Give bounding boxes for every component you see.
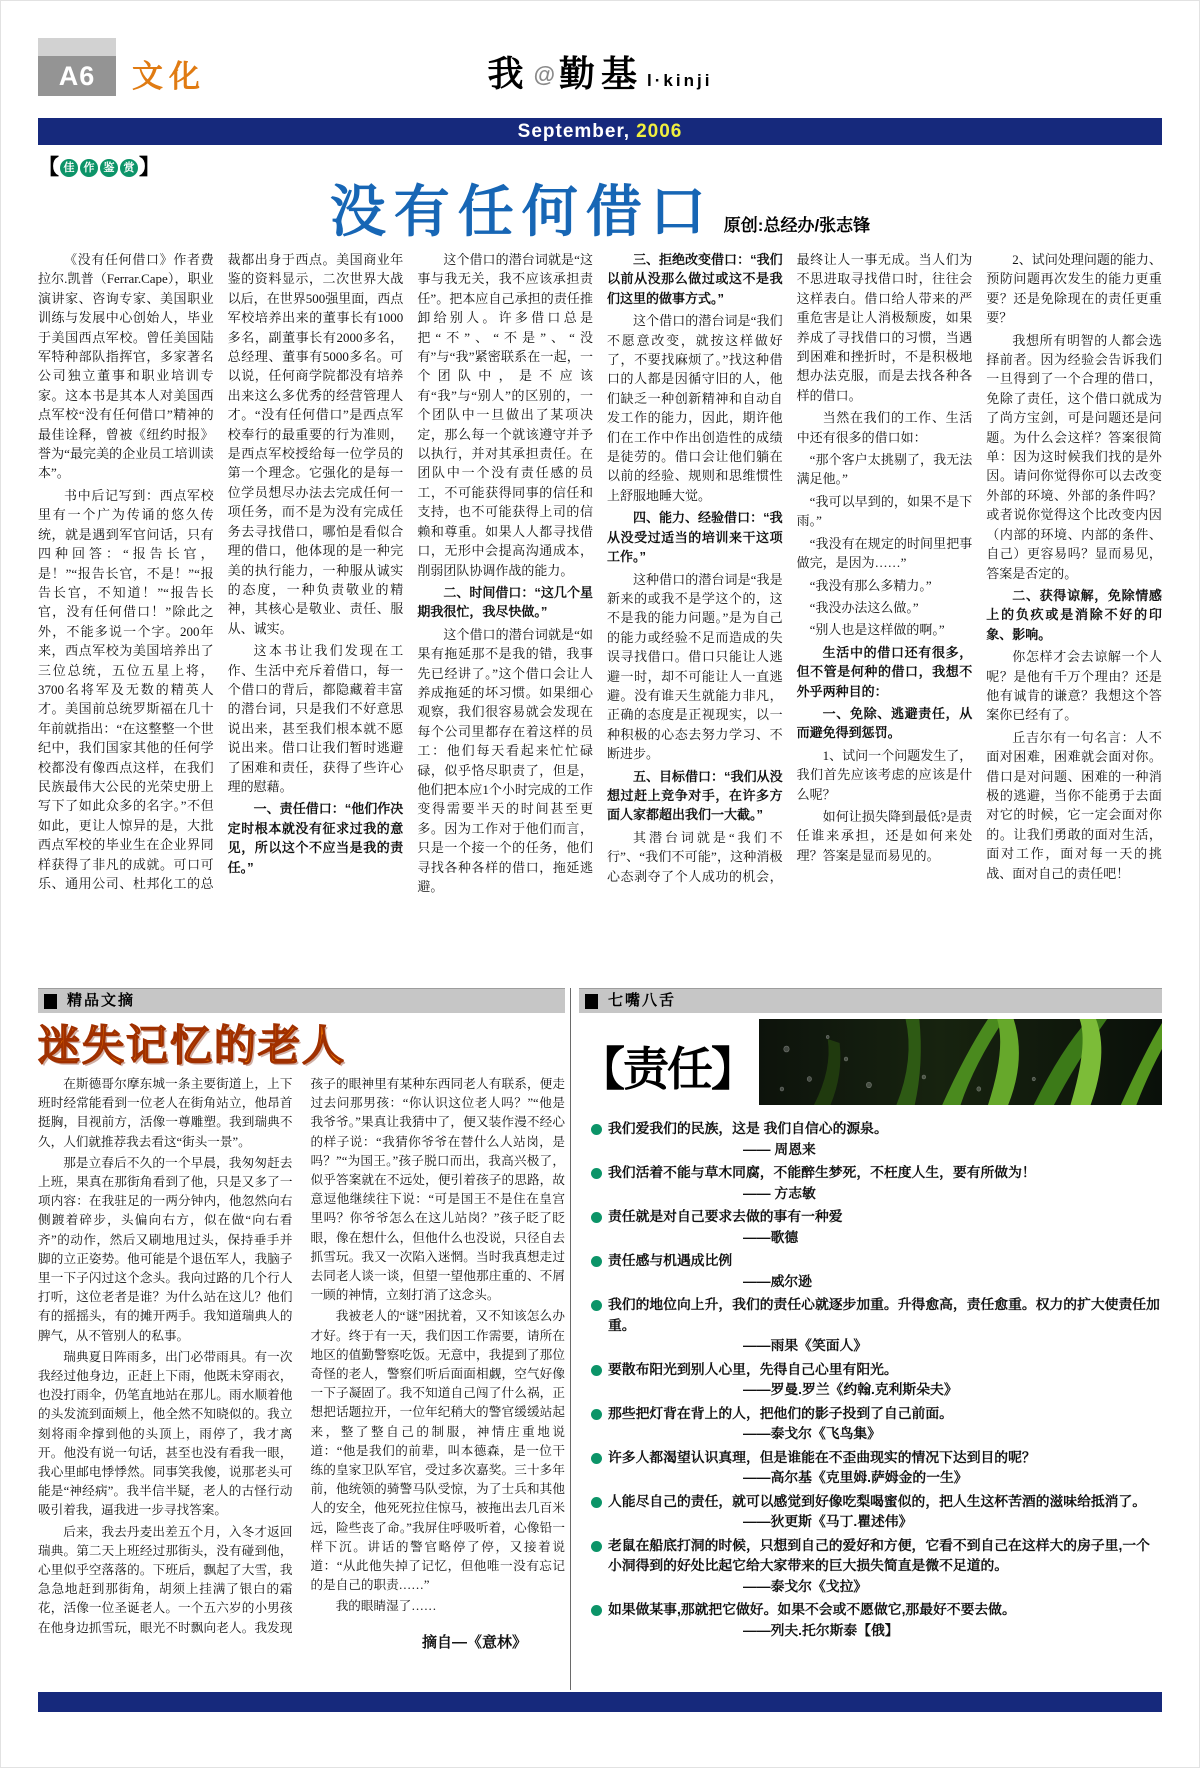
digest-section (38, 988, 565, 1690)
column-tag (38, 156, 1162, 180)
quote-line (591, 1600, 1162, 1621)
article-paragraph: 一、责任借口：“他们作决定时根本就没有征求过我的意见，所以这个不应当是我的责任。” (227, 801, 404, 875)
quote-item (591, 1404, 1162, 1445)
article-title: 没有任何借口 (329, 180, 714, 243)
tag-char: 佳 (60, 159, 78, 177)
date-year: 2006 (636, 121, 683, 142)
bullet-icon (591, 1409, 602, 1420)
quote-line (591, 1404, 1162, 1425)
masthead-cn-right: 勤基 (559, 53, 644, 94)
quote-text: 那些把灯背在背上的人，把他们的影子投到了自己前面。 (608, 1405, 953, 1421)
article-body (38, 250, 1162, 982)
quote-line (591, 1251, 1162, 1272)
quote-author: ——歌德 (743, 1229, 799, 1245)
digest-paragraph: 那是立春后不久的一个早晨，我匆匆赶去上班，果真在那街角看到了他，只是又多了一项内容：在我驻足的一两分钟内，他忽然向右侧踱着碎步，头偏向右方，似在做“向右看齐”的动作，然后又刷地甩过头，保持垂手并脚的立正姿势。他可能是个退伍军人，我脑子里一下子闪过这个念头。我向过路的几个行人打听，这位老者是谁？为什么站在这儿？他们有的摇摇头，有的摊开两手。我知道瑞典人的脾气，从不管别人的私事。 (38, 1155, 293, 1343)
article-paragraph: “我没有那么多精力。” (809, 577, 932, 593)
footer-bar (38, 1692, 1162, 1712)
masthead-cn-left: 我 (487, 53, 530, 94)
page-header (38, 54, 1162, 146)
quote-author: ——雨果《笑面人》 (743, 1338, 868, 1353)
quote-line (591, 1119, 1162, 1140)
quote-text: 我们活着不能与草木同腐，不能醉生梦死，不枉度人生，要有所做为！ (608, 1165, 1036, 1180)
at-symbol: @ (533, 62, 556, 87)
quote-author: ——泰戈尔《戈拉》 (743, 1578, 868, 1594)
article-paragraph: 二、时间借口：“这几个星期我很忙，我尽快做。” (417, 584, 593, 620)
article-paragraph: “别人也是这样做的啊。” (809, 622, 945, 638)
article-paragraph: 一、免除、逃避责任，从而避免得到惩罚。 (796, 705, 973, 741)
date-month: September, (517, 121, 631, 142)
date-bar (38, 118, 1162, 145)
article-paragraph: 这本书让我们发现在工作、生活中充斥着借口，每一个借口的背后，都隐藏着丰富的潜台词，只是我们不好意思说出来，甚至我们根本就不愿说出来。借口让我们暂时逃避了困难和责任，获得了些许心理的慰藉。 (227, 643, 404, 794)
quote-text: 许多人都渴望认识真理，但是谁能在不歪曲现实的情况下达到目的呢？ (608, 1449, 1036, 1465)
quote-item (591, 1251, 1162, 1292)
voices-section-label: 七嘴八舌 (608, 992, 677, 1009)
quote-text: 要散布阳光到别人心里，先得自己心里有阳光。 (608, 1361, 898, 1377)
article-paragraph: “我没有在规定的时间里把事做完，是因为……” (796, 535, 973, 571)
section-title: 文化 (132, 59, 206, 94)
quote-item (591, 1207, 1162, 1248)
quote-author: —— 方志敏 (743, 1185, 816, 1201)
bullet-icon (591, 1168, 602, 1179)
bullet-icon (591, 1300, 602, 1311)
quote-item (591, 1295, 1162, 1357)
bullet-icon (591, 1365, 602, 1376)
digest-paragraph: 在斯德哥尔摩东城一条主要街道上，上下班时经常能看到一位老人在街角站立，他昂首挺胸，目视前方，活像一尊雕塑。我到瑞典不久，人们就推荐我去看这“街头一景”。 (38, 1077, 293, 1149)
quote-text: 如果做某事,那就把它做好。如果不会或不愿做它,那最好不要去做。 (608, 1602, 1016, 1617)
article-paragraph: 生活中的借口还有很多，但不管是何种的借口，我想不外乎两种目的： (796, 644, 973, 699)
bullet-icon (591, 1256, 602, 1267)
article-paragraph: 1、试问一个问题发生了，我们首先应该考虑的应该是什么呢？ (796, 747, 973, 802)
article-paragraph: 二、获得谅解，免除情感上的负疚或是消除不好的印象、影响。 (986, 587, 1162, 642)
voices-section (570, 988, 1162, 1690)
topic-row (579, 1017, 1162, 1105)
topic-title: 【责任】 (579, 1043, 755, 1095)
black-square-icon (44, 994, 57, 1009)
section-header-voices (579, 988, 1162, 1013)
digest-section-label: 精品文摘 (67, 992, 136, 1009)
quote-text: 我们的地位向上升，我们的责任心就逐步加重。升得愈高，责任愈重。权力的扩大使责任加重。 (608, 1297, 1160, 1333)
article-paragraph: “那个客户太挑剔了，我无法满足他。” (796, 452, 973, 487)
bullet-icon (591, 1497, 602, 1508)
article-paragraph: 书中后记写到：西点军校里有一个广为传诵的悠久传统，就是遇到军官问话，只有四种回答：“报告长官，是！”“报告长官，不是！”“报告长官，不知道！”“报告长官，没有任何借口！”除此之外，不能多说一个字。200年来，西点军校为美国培养出了三位总统，五位五星上将，3700名将军及无数的精英人才。美国前总统罗斯福在几十年前就指出：“在这整整一个世纪中，我们国家其他的任何学校都没有像西点这样，在我们民族最伟大公民的光荣史册上写下了如此众多的名字。”不但如此，更让人惊异的是，大批西点军校的毕业生在企业界同样获得了非凡的成就。可口可乐、通用公司、杜邦化工的总裁都出身于西点。美国商业年鉴的资料显示，二次世界大战以后，在世界500强里面，西点军校培养出来的董事长有1000多名，副董事长有2000多名，总经理、董事有5000多名。可以说，任何商学院都没有培养出来这么多优秀的经营管理人才。“没有任何借口”是西点军校奉行的最重要的行为准则，是西点军校授给每一位学员的第一个理念。它强化的是每一位学员想尽办法去完成任何一项任务，而不是为没有完成任务去寻找借口，哪怕是看似合理的借口，他体现的是一种完美的执行能力，一种服从诚实的态度，一种负责敬业的精神，其核心是敬业、责任、服从、诚实。 (38, 252, 404, 891)
bullet-icon (591, 1605, 602, 1616)
quote-text: 老鼠在船底打洞的时候，只想到自己的爱好和方便，它看不到自己在这样大的房子里,一个小洞得到的好处比起它给大家带来的巨大损失简直是微不足道的。 (608, 1537, 1150, 1573)
quote-item (591, 1119, 1162, 1160)
quote-author: ——列夫.托尔斯泰【俄】 (743, 1622, 899, 1638)
quote-text: 责任感与机遇成比例 (608, 1253, 733, 1268)
article-paragraph: 如何让损失降到最低?是责任谁来承担，还是如何来处理？答案是显而易见的。 (796, 808, 973, 863)
article-paragraph: 这个借口的潜台词就是“如果有拖延那不是我的错，我事先已经讲了。”这个借口会让人养成拖延的坏习惯。如果细心观察，我们很容易就会发现在每个公司里都存在着这样的员工：他们每天看起来忙忙碌碌，似乎恪尽职责了，但是，他们把本应1个小时完成的工作变得需要半天的时间甚至更多。因为工作对于他们而言，只是一个接一个的任务，他们寻找各种各样的借口，拖延逃避。 (417, 626, 593, 894)
quote-line (591, 1295, 1162, 1336)
bottom-sections (38, 988, 1162, 1690)
quote-text: 人能尽自己的责任，就可以感觉到好像吃梨喝蜜似的，把人生这杯苦酒的滋味给抵消了。 (608, 1493, 1147, 1509)
section-header-digest (38, 988, 565, 1013)
tag-char: 鉴 (100, 159, 118, 177)
digest-paragraph: 后来，我去丹麦出差五个月，入冬才返回瑞典。第二天上班经过那街头，没有碰到他，心里似乎空落落的。下班后，飘起了大雪，我急急地赶到那街角，胡须上挂满了银白的霜花，活像一位圣诞老人。一个五六岁的小男孩在他身边抓雪玩，眼光不时飘向老人。我发现孩子的眼神里有某种东西同老人有联系，便走过去问那男孩：“你认识这位老人吗？”“他是我爷爷。”果真让我猜中了，便又装作漫不经心的样子说：“我猜你爷爷在替什么人站岗，是吗？”“为国王。”孩子脱口而出，我高兴极了，似乎答案就在不远处，便引着孩子的思路，故意逗他继续往下说：“可是国王不是住在皇宫里吗？你爷爷怎么在这儿站岗？”孩子眨了眨眼，像在想什么，但他什么也没说，只径自去抓雪玩。我又一次陷入迷惘。当时我真想走过去同老人谈一谈，但望一望他那庄重的、不屑一顾的神情，立刻打消了这念头。 (38, 1077, 565, 1635)
quote-item (591, 1536, 1162, 1598)
quote-author: ——高尔基《克里姆.萨姆金的一生》 (743, 1470, 968, 1485)
article-paragraph: 这种借口的潜台词是“我是新来的或我不是学这个的，这不是我的能力问题。”是为自己的能力或经验不足而造成的失误寻找借口。借口只能让人逃避一时，却不可能让人一直逃避。没有谁天生就能力非凡，正确的态度是正视现实，以一种积极的心态去努力学习、不断进步。 (606, 571, 783, 762)
quote-author: —— 周恩来 (743, 1141, 816, 1157)
quote-item (591, 1448, 1162, 1489)
quote-line (591, 1163, 1162, 1184)
article-paragraph: 其潜台词就是“我们不行”、“我们不可能”，这种消极心态剥夺了个人成功的机会，最终让人一事无成。当人们为不思进取寻找借口时，往往会这样表白。借口给人带来的严重危害是让人消极颓废，如果养成了寻找借口的习惯，当遇到困难和挫折时，不是积极地想办法克服，而是去找各种各样的借口。 (606, 252, 973, 884)
black-square-icon (585, 994, 598, 1009)
quote-item (591, 1492, 1162, 1533)
article-paragraph: 这个借口的潜台词就是“这事与我无关，我不应该承担责任”。把本应自己承担的责任推卸给别人。许多借口总是把“不”、“不是”、“没有”与“我”紧密联系在一起，一个团队中，是不应该有“我”与“别人”的区别的，一个团队中一旦做出了某项决定，那么每一个就该遵守并予以执行，并对其承担责任。在团队中一个没有责任感的员工，不可能获得同事的信任和支持，也不可能获得上司的信赖和尊重。如果人人都寻找借口，无形中会提高沟通成本，削弱团队协调作战的能力。 (417, 252, 593, 578)
quote-line (591, 1448, 1162, 1469)
article-paragraph: 你怎样才会去谅解一个人呢？是他有千万个理由？还是他有诚肯的谦意？我想这个答案你已经有了。 (986, 649, 1162, 723)
tag-bracket-close: 】 (139, 156, 160, 179)
bullet-icon (591, 1212, 602, 1223)
bullet-icon (591, 1453, 602, 1464)
digest-article-title: 迷失记忆的老人 (38, 1022, 347, 1069)
page-number: A6 (38, 56, 116, 96)
article-paragraph: “我可以早到的，如果不是下雨。” (796, 493, 973, 529)
quote-line (591, 1492, 1162, 1513)
quote-line (591, 1536, 1162, 1577)
quotes-list (579, 1119, 1162, 1641)
quote-item (591, 1360, 1162, 1401)
quote-author: ——罗曼.罗兰《约翰.克利斯朵夫》 (743, 1382, 958, 1397)
digest-paragraph: 瑞典夏日阵雨多，出门必带雨具。有一次我经过他身边，正赶上下雨，他既未穿雨衣，也没打雨伞，仍笔直地站在那儿。雨水顺着他的头发流到面颊上，他全然不知晓似的。我立刻将雨伞撑到他的头顶上，雨停了，我才离开。他没有说一句话，甚至也没有看我一眼，我心里邮电悸悸然。同事笑我傻，说那老头可能是“神经病”。我半信半疑，老人的古怪行动吸引着我，逼我进一步寻找答案。 (38, 1349, 293, 1518)
article-paragraph: 丘吉尔有一句名言：人不面对困难，困难就会面对你。借口是对问题、困难的一种消极的逃避，当你不能勇于去面对它的时候，它一定会面对你的。让我们勇敢的面对生活，面对工作，面对每一天的挑战、面对自己的责任吧！ (986, 729, 1162, 881)
quote-item (591, 1163, 1162, 1204)
digest-paragraph: 我被老人的“谜”困扰着，又不知该怎么办才好。终于有一天，我们因工作需要，请所在地区的值勤警察吃饭。无意中，我提到了那位奇怪的老人，警察们听后面面相觑，空气好像一下子凝固了。我不知道自己闯了什么祸，正想把话题拉开，一位年纪稍大的警官缓缓站起来，整了整自己的制服，神情庄重地说道：“他是我们的前辈，叫本德森，是一位干练的皇家卫队军官，受过多次嘉奖。三十多年前，他统领的骑警马队受惊，为了士兵和其他人的安全，他死死拉住惊马，被拖出去几百米远，险些丧了命。”我屏住呼吸听着，心像铅一样下沉。讲话的警官略停了停，又接着说道：“从此他失掉了记忆，但他唯一没有忘记的是自己的职责……” (310, 1309, 565, 1593)
article-paragraph: 当然在我们的工作、生活中还有很多的借口如： (796, 410, 973, 445)
quote-line (591, 1207, 1162, 1228)
quote-text: 我们爱我们的民族，这是 我们自信心的源泉。 (608, 1121, 888, 1136)
article-paragraph: 2、试问处理问题的能力、预防问题再次发生的能力更重要？还是免除现在的责任更重要？ (986, 252, 1162, 326)
tag-char: 作 (80, 159, 98, 177)
quote-author: ——狄更斯《马丁.瞿述伟》 (743, 1514, 913, 1529)
main-title-row (38, 182, 1162, 244)
digest-article-body (38, 1075, 565, 1657)
article-paragraph: 《没有任何借口》作者费拉尔.凯普（Ferrar.Cape），职业演讲家、咨询专家、美国职业训练与发展中心创始人，毕业于美国西点军校。曾任美国陆军特种部队指挥官，多家著名公司独立董事和职业培训专家。这本书是其本人对美国西点军校“没有任何借口”精神的最佳诠释，曾被《纽约时报》誉为“最完美的企业员工培训读本”。 (38, 252, 214, 481)
quote-author: ——泰戈尔《飞鸟集》 (743, 1426, 881, 1441)
article-paragraph: 三、拒绝改变借口：“我们以前从没那么做过或这不是我们这里的做事方式。” (606, 252, 783, 306)
digest-paragraph: 我的眼睛湿了…… (335, 1599, 437, 1614)
article-byline: 原创:总经办/张志锋 (723, 216, 871, 235)
bullet-icon (591, 1124, 602, 1135)
bullet-icon (591, 1541, 602, 1552)
article-paragraph: 四、能力、经验借口：“我从没受过适当的培训来干这项工作。” (606, 510, 783, 565)
tag-bracket-open: 【 (38, 156, 59, 179)
tag-chars (59, 159, 139, 176)
digest-paragraph: 摘自—《意林》 (421, 1633, 527, 1651)
article-paragraph: 五、目标借口：“我们从没想过赶上竞争对手，在许多方面人家都超出我们一大截。” (606, 768, 783, 823)
quote-text: 责任就是对自己要求去做的事有一种爱 (608, 1209, 843, 1224)
article-paragraph: “我没办法这么做。” (809, 599, 919, 615)
grass-photo (759, 1019, 1162, 1105)
article-paragraph: 我想所有明智的人都会选择前者。因为经验会告诉我们一旦得到了一个合理的借口，免除了责任，这个借口就成为了尚方宝剑，可是问题还是问题。为什么会这样？答案很简单：因为这时候我们找的是外因。请问你觉得你可以去改变外部的环境、外部的条件吗？或者说你觉得这个比改变内因（内部的环境、内部的条件、自己）更容易吗？显而易见，答案是否定的。 (986, 332, 1162, 581)
quote-line (591, 1360, 1162, 1381)
masthead-latin: l·kinji (647, 71, 713, 90)
masthead (38, 54, 1162, 101)
quote-author: ——威尔逊 (743, 1273, 812, 1289)
tag-char: 赏 (120, 159, 138, 177)
article-paragraph: 这个借口的潜台词是“我们不愿意改变，就按这样做好了，不要找麻烦了。”找这种借口的人都是因循守旧的人，他们缺乏一种创新精神和自动自发工作的能力，因此，期许他们在工作中作出创造性的成绩是徒劳的。借口会让他们躺在以前的经验、规则和思维惯性上舒服地睡大觉。 (606, 313, 783, 503)
quote-item (591, 1600, 1162, 1641)
